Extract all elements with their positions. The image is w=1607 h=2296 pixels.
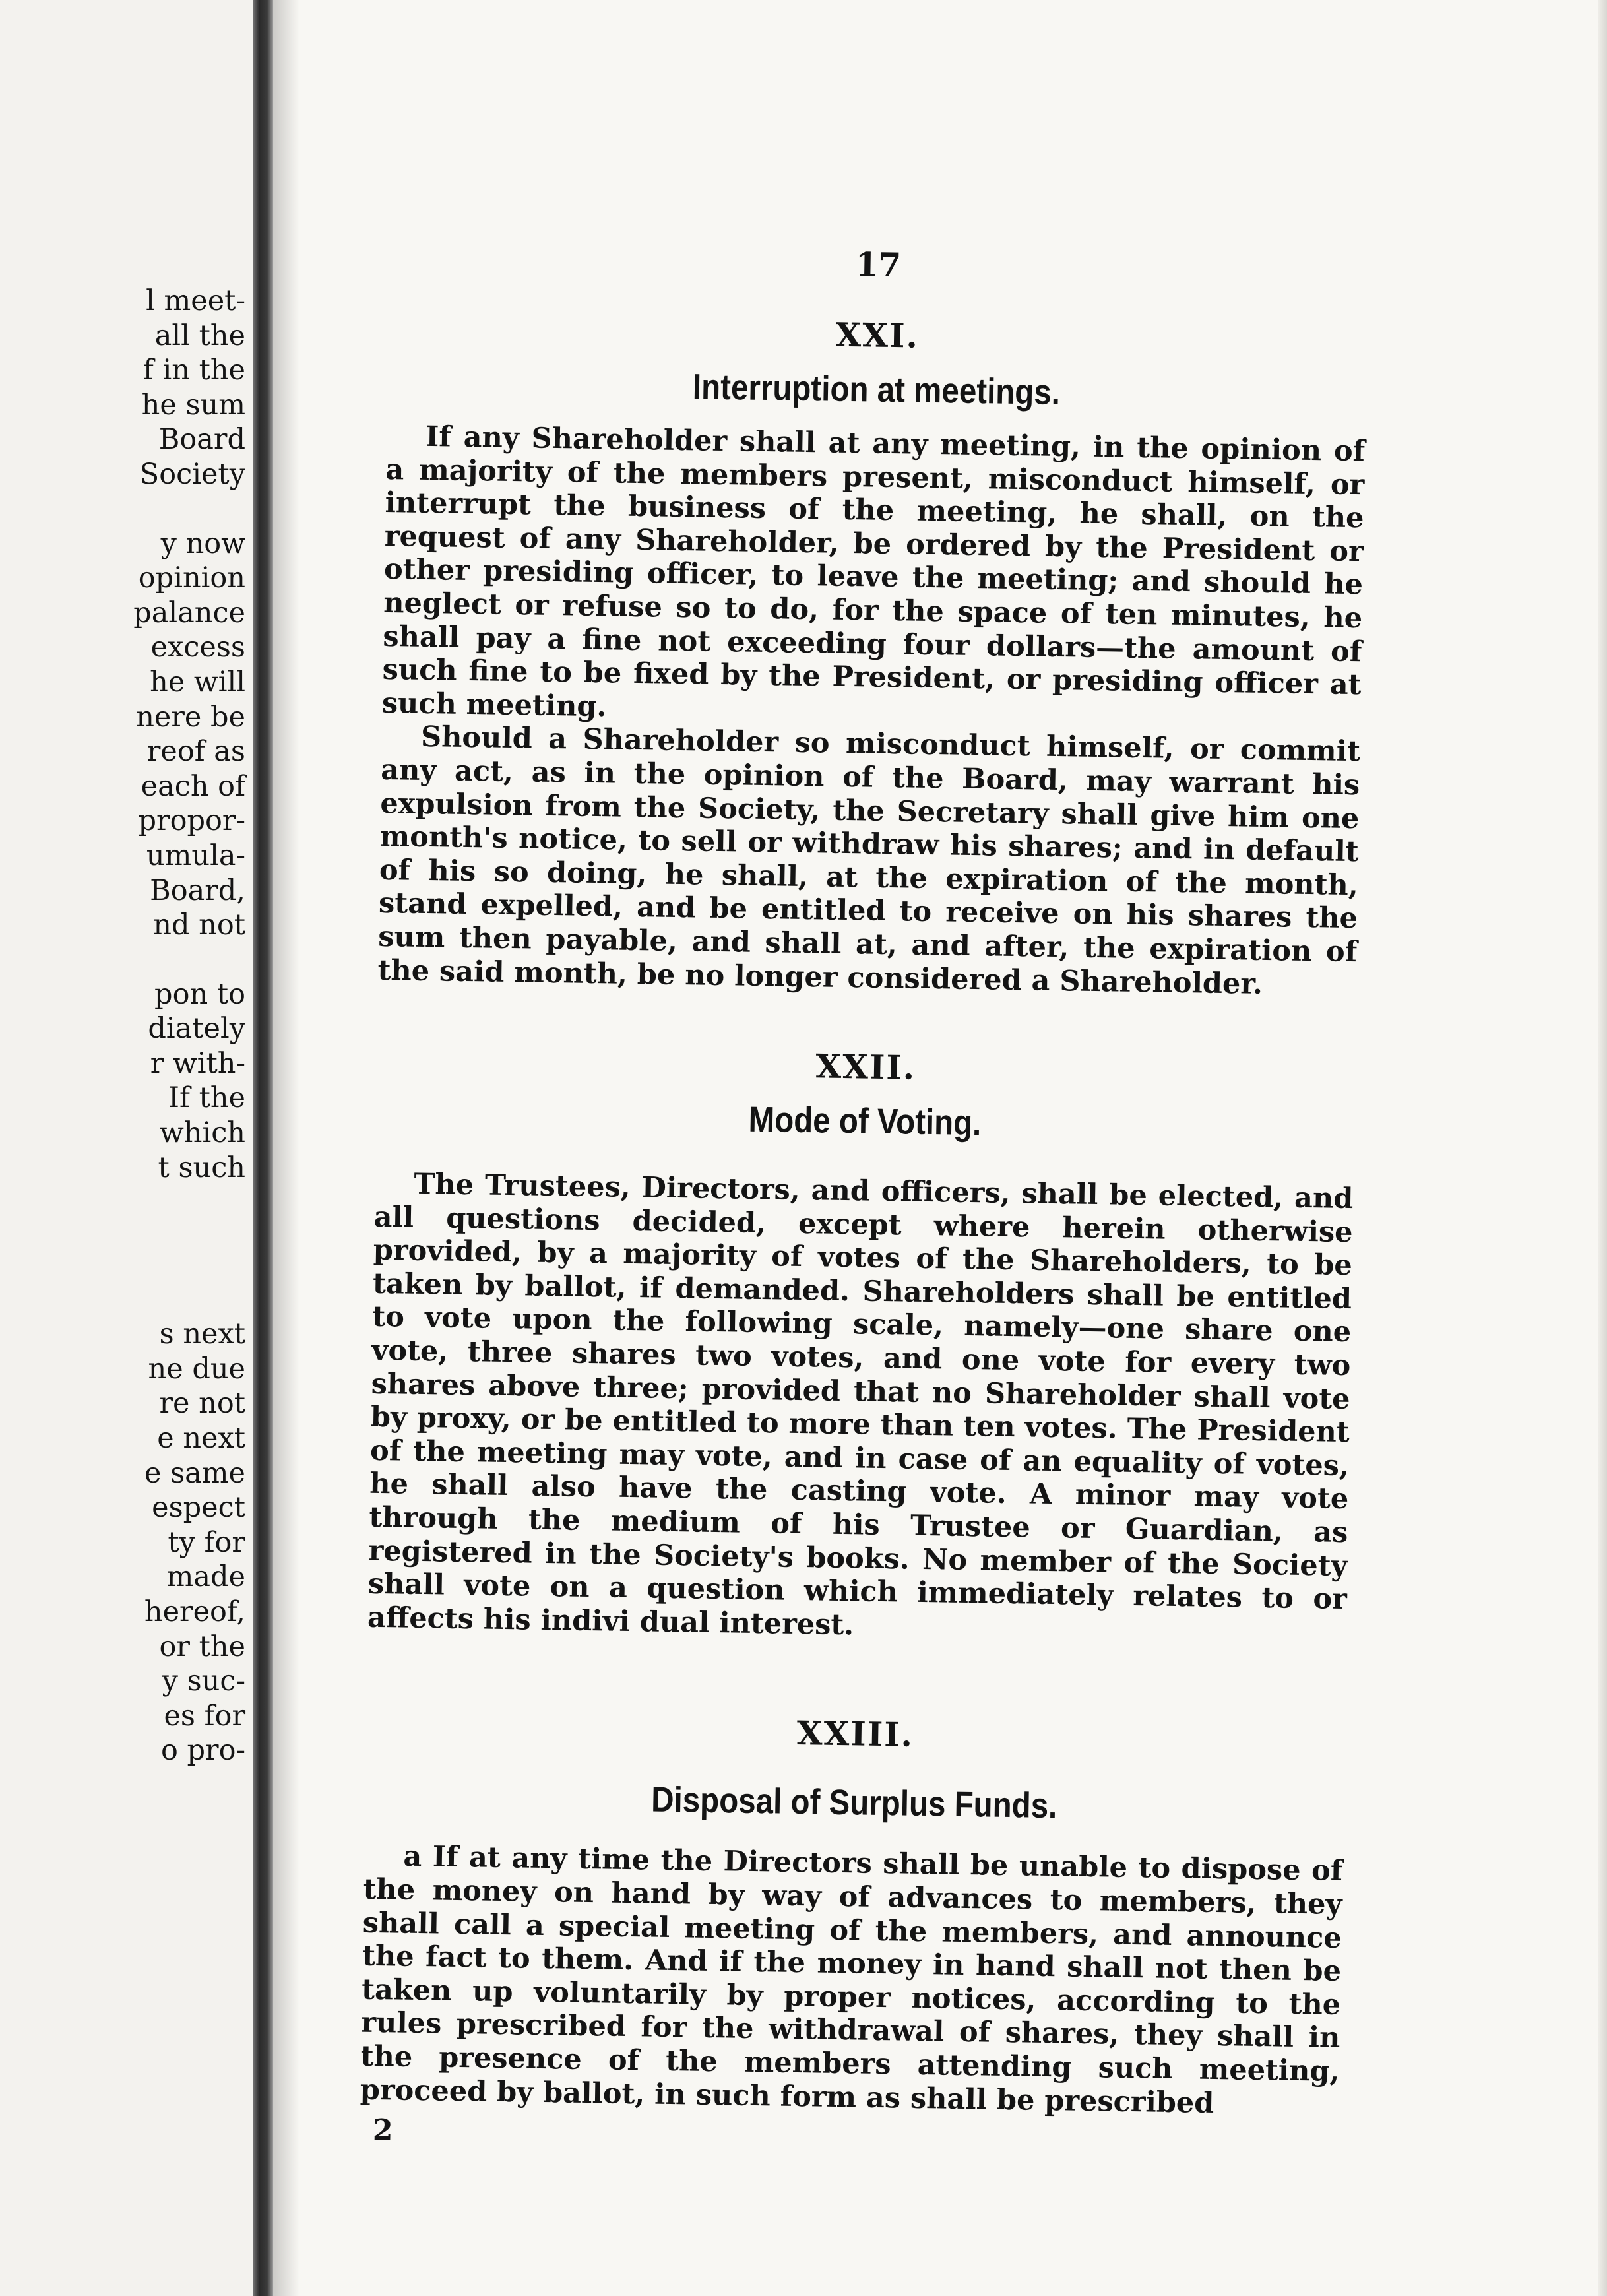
page-edge (1598, 0, 1607, 2296)
left-line-group (47, 1317, 245, 1768)
left-line: reof as (146, 735, 245, 769)
left-line: l meet- (146, 284, 245, 317)
left-line: Board (158, 423, 245, 457)
left-line: which (159, 1116, 245, 1150)
left-line-group (47, 284, 245, 492)
left-line: es for (164, 1699, 245, 1733)
left-line: all the (154, 319, 245, 352)
section-heading: Mode of Voting. (748, 1099, 982, 1143)
section-numeral: XXI. (835, 315, 920, 356)
left-line: each of (141, 769, 245, 803)
left-line: y suc- (162, 1665, 245, 1698)
page-number: 17 (855, 245, 902, 285)
section-xxi (377, 308, 1367, 1002)
gutter-shadow (273, 0, 299, 2296)
section-xxiii (360, 1707, 1344, 2122)
left-line: y now (160, 526, 245, 560)
left-line: nd not (153, 909, 245, 942)
left-line: r with- (150, 1046, 245, 1080)
section-numeral: XXII. (815, 1046, 916, 1087)
left-line-group (47, 977, 245, 1186)
paragraph: The Trustees, Directors, and officers, shall be elected, and all questions decided, except where herein otherwise provided, by a majority of votes of the Shareholders, to be taken by ballot, if demanded. Shareholders shall be entitled to vote upon the following scale, namely—one share one vote, three shares two votes, and one vote for every two shares above three; provided that no Shareholder shall vote by proxy, or be entitled to more than ten votes. The President of the meeting may vote, and in case of an equality of votes, he shall also have the casting vote. A minor may vote through the medium of his Trustee or Guardian, as registered in the Society's books. No member of the Society shall vote on a question which immediately relates to or affects his indivi dual interest. (367, 1167, 1354, 1642)
left-page-text (47, 284, 245, 1768)
left-line: Board, (150, 874, 245, 907)
left-line: o pro- (160, 1734, 245, 1768)
left-line: f in the (142, 354, 245, 387)
left-line: re not (159, 1387, 245, 1420)
left-line: hereof, (144, 1595, 245, 1628)
left-line-group (47, 526, 245, 943)
left-page-fragment (0, 0, 259, 2296)
left-line: diately (148, 1012, 245, 1046)
left-line: ne due (148, 1352, 245, 1386)
section-heading: Interruption at meetings. (692, 367, 1061, 412)
section-numeral: XXIII. (796, 1713, 914, 1755)
paragraph: Should a Shareholder so misconduct himself, or commit any act, as in the opinion of the Board, may warrant his expulsion from the Society, the Secretary shall give him one month's notice, to sell or withdraw his shares; and in default of his so doing, he shall, at the expiration of the month, stand expelled, and be entitled to receive on his shares the sum then payable, and shall at, and after, the expiration of the said month, be no longer considered a Shareholder. (377, 720, 1361, 1001)
left-line: nere be (136, 700, 245, 734)
left-line: umula- (146, 839, 245, 872)
left-line: propor- (138, 804, 245, 838)
left-line: t such (158, 1151, 245, 1184)
left-line: pon to (154, 977, 245, 1011)
left-line: e same (144, 1456, 245, 1490)
left-line: opinion (138, 561, 245, 595)
left-line: espect (152, 1491, 245, 1525)
left-line: ty for (168, 1525, 245, 1559)
book-gutter (253, 0, 273, 2296)
paragraph: a If at any time the Directors shall be unable to dispose of the money on hand by way of advances to members, they shall call a special meeting of the members, and announce the fact to them. And if the money in hand shall not then be taken up voluntarily by proper notices, according to the rules prescribed for the withdrawal of shares, they shall in the presence of the members attending such meeting, proceed by ballot, in such form as shall be prescribed (360, 1840, 1343, 2120)
left-line: s next (159, 1318, 245, 1351)
left-line: Society (139, 457, 245, 491)
page-content (360, 238, 1368, 2162)
left-line: he sum (141, 388, 245, 422)
left-line: If the (168, 1081, 245, 1115)
left-line: made (166, 1560, 245, 1594)
left-line: he will (150, 665, 245, 699)
left-line: or the (159, 1630, 245, 1663)
paragraph: If any Shareholder shall at any meeting, in the opinion of a majority of the members present, misconduct himself, or interrupt the business of the meeting, he shall, on the request of any Shareholder, be ordered by the President or other presiding officer, to leave the meeting; and should he neglect or refuse so to do, for the space of ten minutes, he shall pay a fine not exceeding four dollars—the amount of such fine to be fixed by the President, or presiding officer at such meeting. (381, 420, 1366, 724)
section-xxii (367, 1040, 1356, 1650)
left-line: palance (133, 596, 245, 629)
section-heading: Disposal of Surplus Funds. (650, 1779, 1057, 1826)
signature-mark: 2 (372, 2113, 393, 2148)
left-line: excess (150, 631, 245, 664)
left-line: e next (157, 1422, 245, 1455)
